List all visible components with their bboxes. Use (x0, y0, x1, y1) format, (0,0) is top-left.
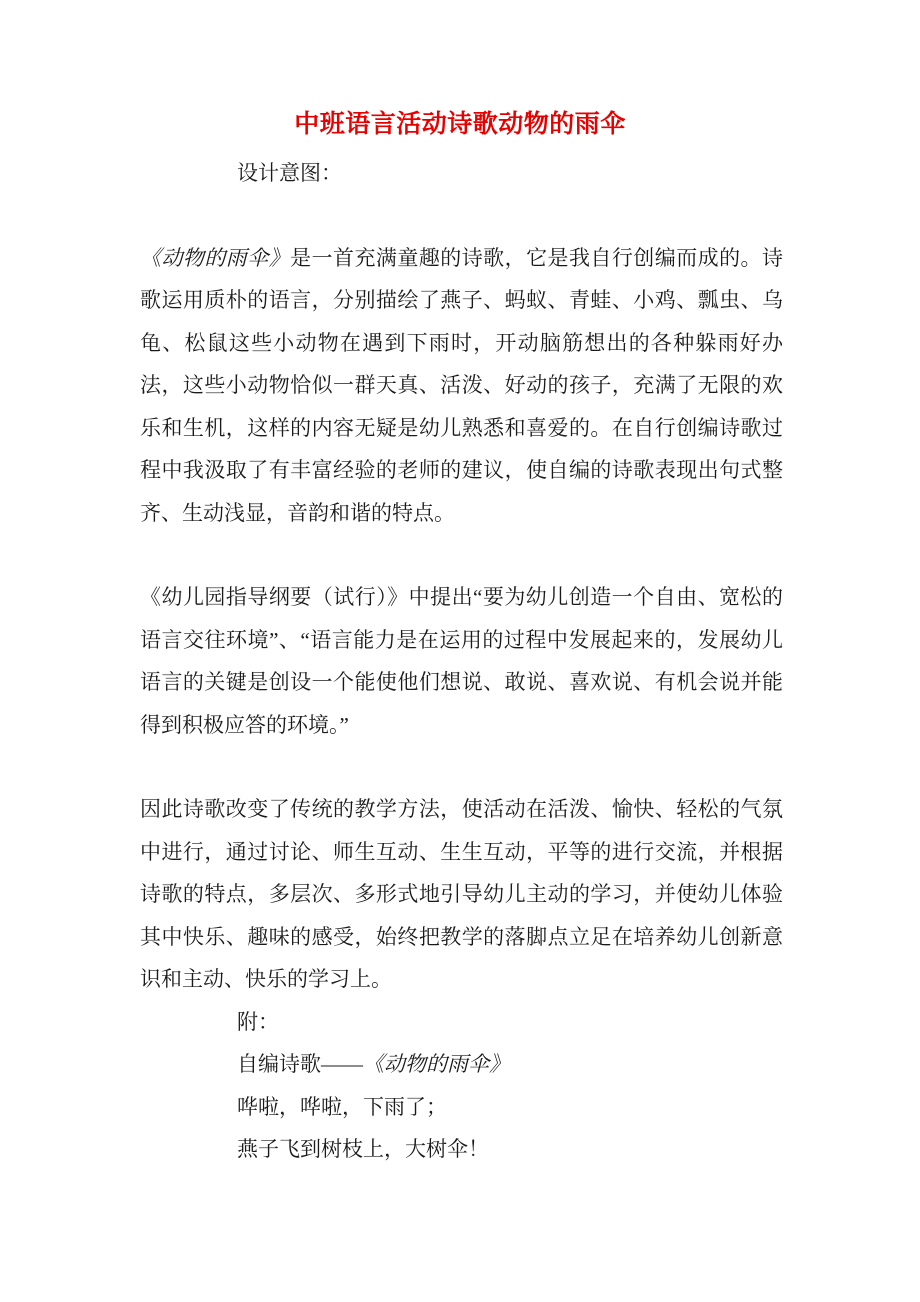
appendix-line (140, 1128, 783, 1171)
book-title-text: 《动物的雨伞》 (363, 1052, 510, 1076)
body-text-segment: 燕子飞到树枝上，大树伞！ (237, 1137, 489, 1161)
paragraph (140, 237, 783, 535)
appendix-container (140, 1001, 783, 1171)
body-text-segment: 附： (237, 1009, 279, 1034)
body-text-segment: 因此诗歌改变了传统的教学方法，使活动在活泼、愉快、轻松的气氛中进行，通过讨论、师生互动、生生互动，平等的进行交流，并根据诗歌的特点，多层次、多形式地引导幼儿主动的学习，并使幼儿体验其中快乐、趣味的感受，始终把教学的落脚点立足在培养幼儿创新意识和主动、快乐的学习上。 (140, 797, 783, 991)
paragraph (140, 576, 783, 746)
body-text-segment: 哗啦，哗啦，下雨了； (237, 1094, 447, 1119)
appendix-line (140, 1043, 783, 1086)
body-text-segment: 自编诗歌—— (237, 1052, 363, 1076)
book-title-text: 《动物的雨伞》 (140, 245, 291, 270)
paragraph (140, 788, 783, 1001)
document-body (140, 152, 783, 1171)
intro-heading: 设计意图： (237, 161, 342, 185)
body-text-segment: 《幼儿园指导纲要（试行）》中提出“要为幼儿创造一个自由、宽松的语言交往环境”、“语言能力是在运用的过程中发展起来的，发展幼儿语言的关键是创设一个能使他们想说、敢说、喜欢说、有机会说并能得到积极应答的环境。” (140, 585, 783, 737)
paragraph-container (140, 237, 783, 1001)
document-title: 中班语言活动诗歌动物的雨伞 (294, 111, 626, 138)
appendix-line (140, 1001, 783, 1044)
appendix-line (140, 1086, 783, 1129)
body-text-segment: 是一首充满童趣的诗歌，它是我自行创编而成的。诗歌运用质朴的语言，分别描绘了燕子、蚂蚁、青蛙、小鸡、瓢虫、乌龟、松鼠这些小动物在遇到下雨时，开动脑筋想出的各种躲雨好办法，这些小动物恰似一群天真、活泼、好动的孩子，充满了无限的欢乐和生机，这样的内容无疑是幼儿熟悉和喜爱的。在自行创编诗歌过程中我汲取了有丰富经验的老师的建议，使自编的诗歌表现出句式整齐、生动浅显，音韵和谐的特点。 (140, 245, 784, 525)
